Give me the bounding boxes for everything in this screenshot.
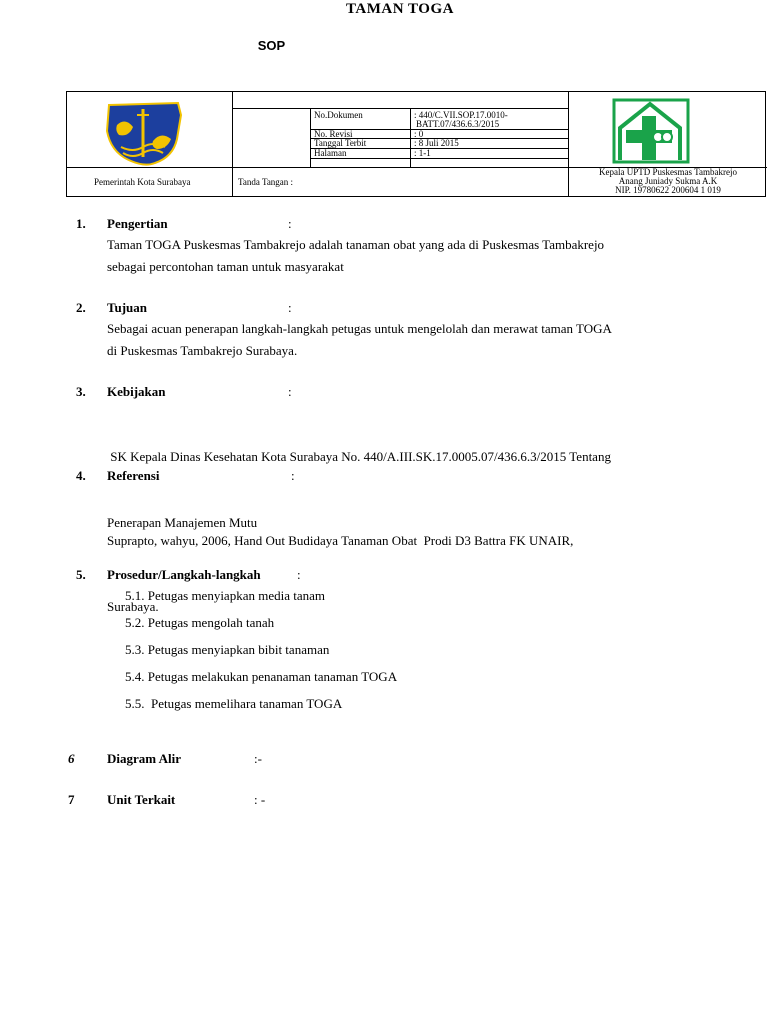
puskesmas-logo-icon — [612, 98, 692, 166]
row-label-tanggal-terbit: Tanggal Terbit — [314, 138, 367, 148]
section-body-tujuan — [107, 318, 727, 362]
left-caption: Pemerintah Kota Surabaya — [94, 177, 191, 187]
section-number: 1. — [76, 216, 86, 231]
divider — [568, 92, 569, 196]
divider — [232, 108, 568, 109]
body-line: Suprapto, wahyu, 2006, Hand Out Budidaya Tanaman Obat Prodi D3 Battra FK UNAIR, — [107, 533, 574, 548]
divider — [310, 158, 568, 159]
procedure-step: 5.3. Petugas menyiapkan bibit tanaman — [125, 642, 330, 657]
section-body-pengertian — [107, 234, 727, 278]
body-line: Taman TOGA Puskesmas Tambakrejo adalah tanaman obat yang ada di Puskesmas Tambakrejo — [107, 237, 605, 252]
body-line: Penerapan Manajemen Mutu — [107, 515, 258, 530]
body-line: di Puskesmas Tambakrejo Surabaya. — [107, 343, 298, 358]
section-colon: : — [297, 567, 301, 582]
row-value-no-dokumen: : 440/C.VII.SOP.17.0010- — [414, 110, 508, 120]
section-number: 2. — [76, 300, 86, 315]
section-label-kebijakan: Kebijakan — [107, 384, 166, 399]
row-value-halaman: : 1-1 — [414, 148, 431, 158]
section-number: 5. — [76, 567, 86, 582]
section-number: 6 — [68, 751, 75, 766]
body-line: sebagai percontohan taman untuk masyarakat — [107, 259, 344, 274]
section-number: 7 — [68, 792, 75, 807]
row-value-no-revisi: : 0 — [414, 129, 424, 139]
divider — [310, 148, 568, 149]
section-value-unit-terkait: : - — [254, 792, 266, 807]
sop-label: SOP — [257, 38, 286, 53]
head-name: Anang Juniady Sukma A.K — [618, 176, 718, 186]
head-nip: NIP. 19780622 200604 1 019 — [615, 185, 721, 195]
document-title: TAMAN TOGA — [346, 1, 454, 17]
section-colon: : — [288, 384, 292, 399]
procedure-step: 5.1. Petugas menyiapkan media tanam — [125, 588, 326, 603]
row-label-halaman: Halaman — [314, 148, 347, 158]
section-colon: : — [291, 468, 295, 483]
section-value-diagram-alir: :- — [254, 751, 262, 766]
section-label-prosedur: Prosedur/Langkah-langkah — [107, 567, 261, 582]
section-colon: : — [288, 300, 292, 315]
section-number: 4. — [76, 468, 86, 483]
surabaya-emblem-icon — [103, 101, 184, 167]
row-value-tanggal-terbit: : 8 Juli 2015 — [414, 138, 459, 148]
row-value-no-dokumen-cont: BATT.07/436.6.3/2015 — [416, 119, 500, 129]
procedure-step: 5.5. Petugas memelihara tanaman TOGA — [125, 696, 343, 711]
section-colon: : — [288, 216, 292, 231]
section-label-referensi: Referensi — [107, 468, 160, 483]
procedure-step: 5.2. Petugas mengolah tanah — [125, 615, 275, 630]
procedure-step: 5.4. Petugas melakukan penanaman tanaman TOGA — [125, 669, 398, 684]
section-label-pengertian: Pengertian — [107, 216, 168, 231]
body-line: SK Kepala Dinas Kesehatan Kota Surabaya No. 440/A.III.SK.17.0005.07/436.6.3/2015 Tentang — [107, 449, 611, 464]
section-label-tujuan: Tujuan — [107, 300, 147, 315]
body-line: Surabaya. — [107, 599, 159, 614]
section-number: 3. — [76, 384, 86, 399]
row-label-no-dokumen: No.Dokumen — [314, 110, 363, 120]
section-label-unit-terkait: Unit Terkait — [107, 792, 176, 807]
head-caption: Kepala UPTD Puskesmas Tambakrejo — [599, 167, 737, 177]
signature-label: Tanda Tangan : — [238, 177, 294, 187]
body-line: Sebagai acuan penerapan langkah-langkah petugas untuk mengelolah dan merawat taman TOGA — [107, 321, 612, 336]
section-label-diagram-alir: Diagram Alir — [107, 751, 182, 766]
row-label-no-revisi: No. Revisi — [314, 129, 353, 139]
